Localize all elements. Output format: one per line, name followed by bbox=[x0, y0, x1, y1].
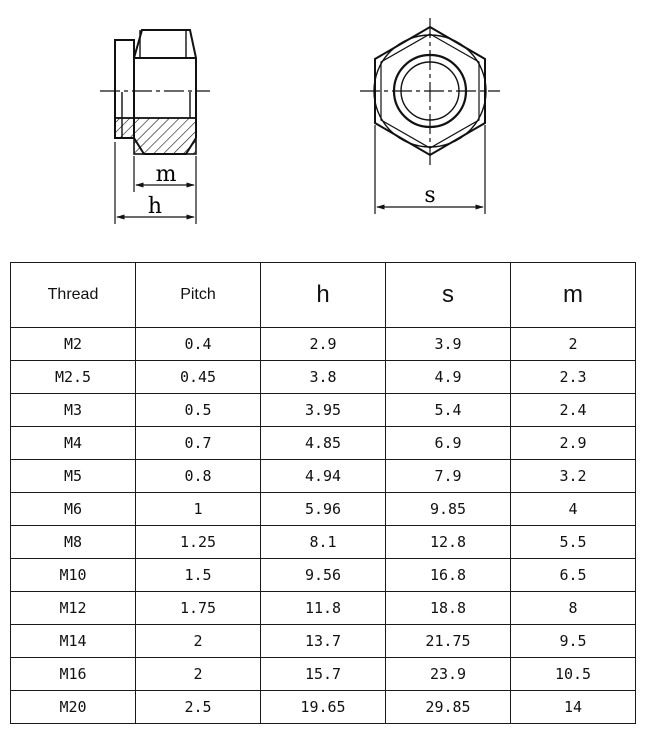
table-row bbox=[11, 361, 636, 394]
cell-h: 11.8 bbox=[261, 592, 386, 625]
table-row bbox=[11, 493, 636, 526]
cell-s: 9.85 bbox=[386, 493, 511, 526]
table-row bbox=[11, 394, 636, 427]
cell-s: 4.9 bbox=[386, 361, 511, 394]
table-body bbox=[11, 328, 636, 724]
table-row bbox=[11, 559, 636, 592]
nut-technical-drawing bbox=[0, 0, 663, 240]
cell-m: 4 bbox=[511, 493, 636, 526]
cell-h: 3.8 bbox=[261, 361, 386, 394]
cell-pitch: 0.8 bbox=[136, 460, 261, 493]
cell-pitch: 1.5 bbox=[136, 559, 261, 592]
table-row bbox=[11, 691, 636, 724]
header-h: h bbox=[261, 263, 386, 328]
cell-pitch: 2.5 bbox=[136, 691, 261, 724]
dimension-m-label: m bbox=[155, 162, 177, 187]
cell-h: 19.65 bbox=[261, 691, 386, 724]
cell-s: 7.9 bbox=[386, 460, 511, 493]
cell-thread: M14 bbox=[11, 625, 136, 658]
cell-thread: M2 bbox=[11, 328, 136, 361]
cell-m: 8 bbox=[511, 592, 636, 625]
cell-pitch: 2 bbox=[136, 625, 261, 658]
cell-pitch: 0.5 bbox=[136, 394, 261, 427]
cell-s: 3.9 bbox=[386, 328, 511, 361]
cell-m: 5.5 bbox=[511, 526, 636, 559]
cell-h: 3.95 bbox=[261, 394, 386, 427]
cell-h: 2.9 bbox=[261, 328, 386, 361]
cell-thread: M12 bbox=[11, 592, 136, 625]
cell-m: 14 bbox=[511, 691, 636, 724]
header-pitch: Pitch bbox=[136, 263, 261, 328]
cell-thread: M5 bbox=[11, 460, 136, 493]
table-row bbox=[11, 460, 636, 493]
cell-s: 18.8 bbox=[386, 592, 511, 625]
dimension-h-label: h bbox=[147, 194, 163, 219]
cell-pitch: 0.4 bbox=[136, 328, 261, 361]
dimension-table bbox=[10, 262, 636, 724]
cell-m: 9.5 bbox=[511, 625, 636, 658]
header-s: s bbox=[386, 263, 511, 328]
cell-h: 15.7 bbox=[261, 658, 386, 691]
cell-pitch: 0.7 bbox=[136, 427, 261, 460]
cell-m: 2.3 bbox=[511, 361, 636, 394]
table-header-row bbox=[11, 263, 636, 328]
cell-s: 16.8 bbox=[386, 559, 511, 592]
table-row bbox=[11, 658, 636, 691]
cell-m: 3.2 bbox=[511, 460, 636, 493]
cell-s: 5.4 bbox=[386, 394, 511, 427]
cell-h: 4.85 bbox=[261, 427, 386, 460]
cell-m: 10.5 bbox=[511, 658, 636, 691]
cell-thread: M2.5 bbox=[11, 361, 136, 394]
cell-h: 4.94 bbox=[261, 460, 386, 493]
cell-s: 29.85 bbox=[386, 691, 511, 724]
cell-s: 21.75 bbox=[386, 625, 511, 658]
cell-h: 5.96 bbox=[261, 493, 386, 526]
cell-thread: M10 bbox=[11, 559, 136, 592]
cell-thread: M3 bbox=[11, 394, 136, 427]
table-row bbox=[11, 526, 636, 559]
nylon-insert-section bbox=[134, 118, 196, 154]
table-row bbox=[11, 625, 636, 658]
cell-m: 2.4 bbox=[511, 394, 636, 427]
header-thread: Thread bbox=[11, 263, 136, 328]
cell-h: 13.7 bbox=[261, 625, 386, 658]
cell-m: 6.5 bbox=[511, 559, 636, 592]
table-row bbox=[11, 427, 636, 460]
cell-thread: M16 bbox=[11, 658, 136, 691]
cell-thread: M4 bbox=[11, 427, 136, 460]
cell-h: 9.56 bbox=[261, 559, 386, 592]
table-row bbox=[11, 592, 636, 625]
cell-pitch: 1 bbox=[136, 493, 261, 526]
cell-pitch: 2 bbox=[136, 658, 261, 691]
header-m: m bbox=[511, 263, 636, 328]
cell-h: 8.1 bbox=[261, 526, 386, 559]
cell-thread: M6 bbox=[11, 493, 136, 526]
cell-s: 23.9 bbox=[386, 658, 511, 691]
side-view bbox=[115, 30, 196, 154]
cell-m: 2.9 bbox=[511, 427, 636, 460]
cell-pitch: 1.75 bbox=[136, 592, 261, 625]
cell-pitch: 0.45 bbox=[136, 361, 261, 394]
cell-s: 12.8 bbox=[386, 526, 511, 559]
cell-s: 6.9 bbox=[386, 427, 511, 460]
cell-thread: M8 bbox=[11, 526, 136, 559]
dimension-s-label: s bbox=[424, 183, 436, 208]
cell-m: 2 bbox=[511, 328, 636, 361]
cell-pitch: 1.25 bbox=[136, 526, 261, 559]
table-row bbox=[11, 328, 636, 361]
cell-thread: M20 bbox=[11, 691, 136, 724]
